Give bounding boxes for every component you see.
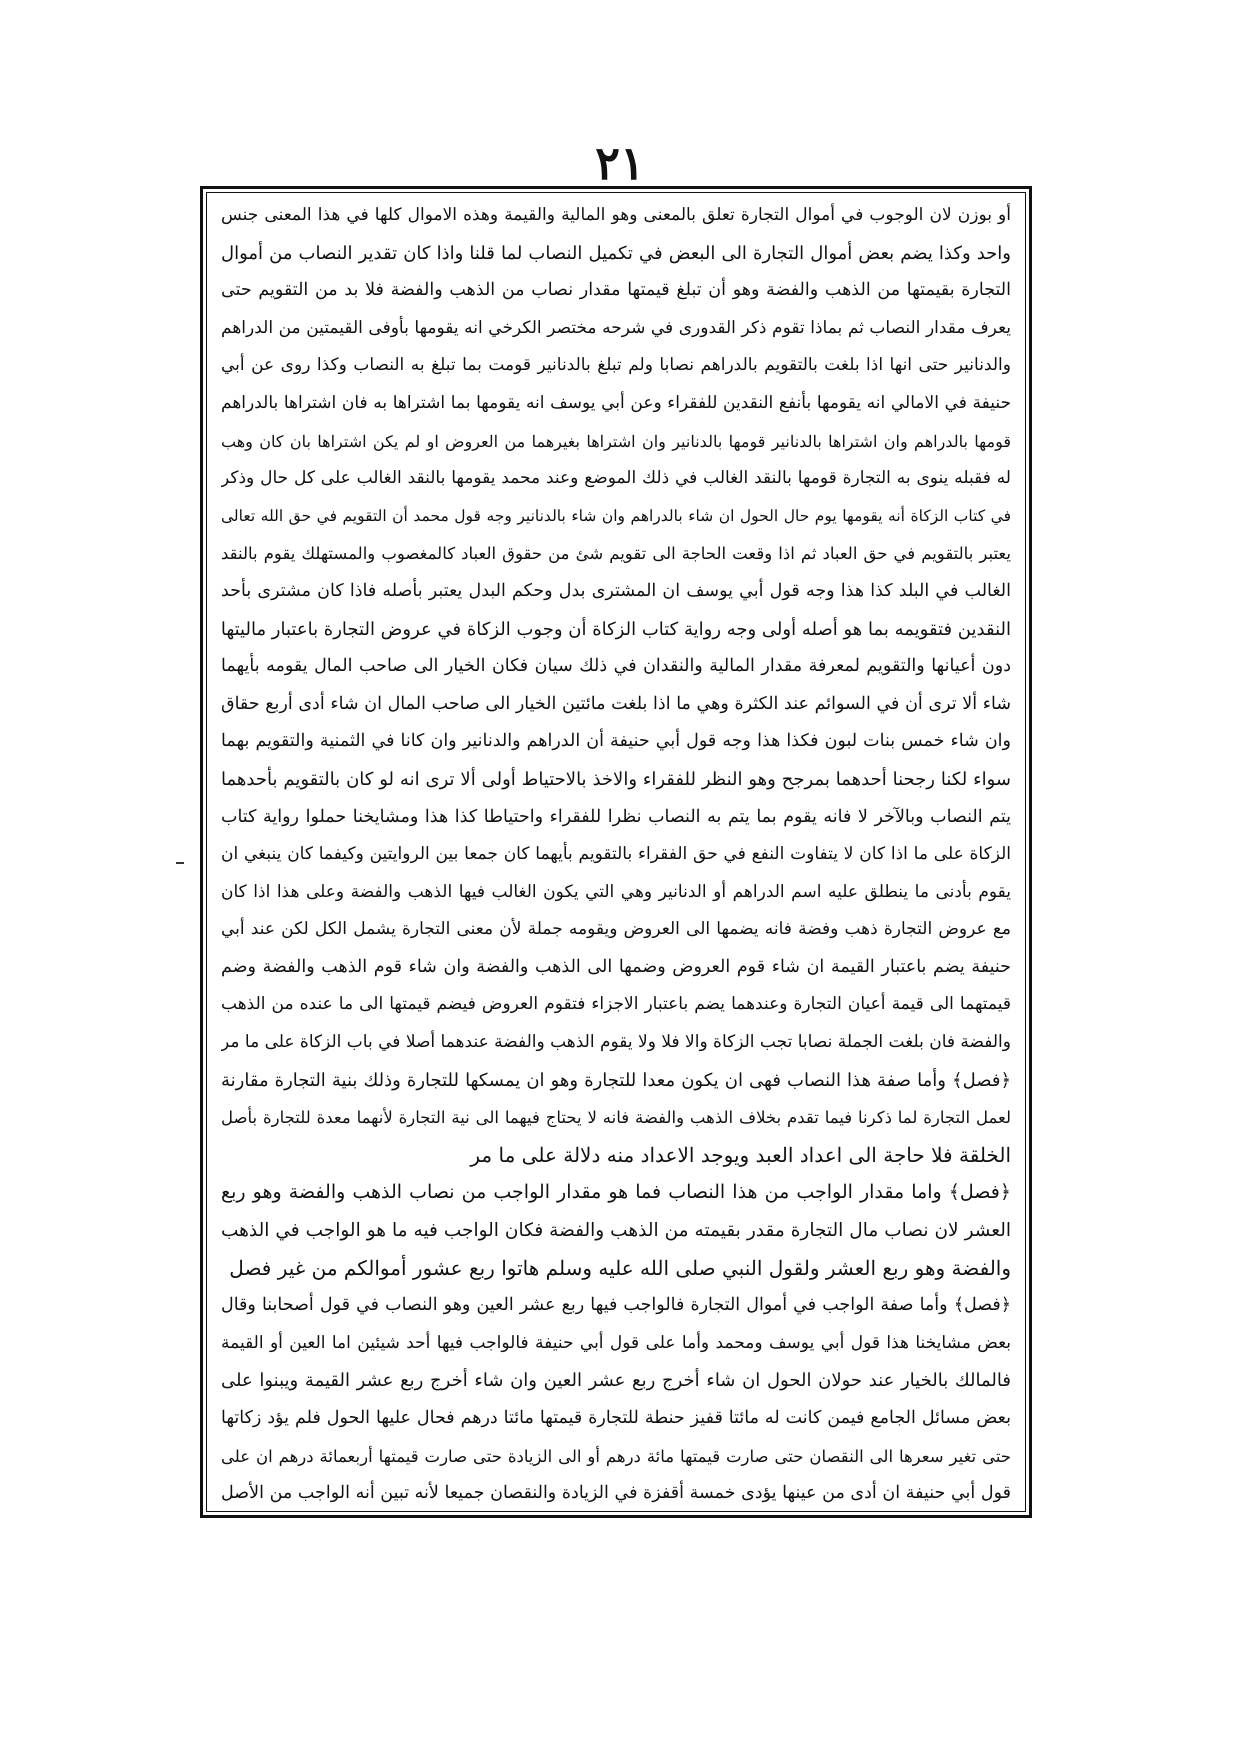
page-number: ٢١ <box>595 136 645 190</box>
section-heading-line: ﴿فصل﴾ واما مقدار الواجب من هذا النصاب فما هو مقدار الواجب من نصاب الذهب والفضة وهو ربع <box>221 1181 1011 1204</box>
text-line: شاء ألا ترى أن في السوائم عند الكثرة وهي ما اذا بلغت مائتين الخيار الى صاحب المال ان شاء أدى أربع حقاق <box>221 693 1011 714</box>
text-line: حتى تغير سعرها الى النقصان حتى صارت قيمتها مائة درهم أو الى الزيادة حتى صارت قيمتها أربعمائة درهم ان على <box>221 1446 1011 1466</box>
text-frame <box>200 186 1032 1518</box>
text-line: دون أعيانها والتقويم لمعرفة مقدار المالية والنقدان في ذلك سيان فكان الخيار الى صاحب المال يقومه بأيهما <box>221 656 1011 677</box>
text-line: يقوم بأدنى ما ينطلق عليه اسم الدراهم أو الدنانير وهي التي يكون الغالب فيها الذهب والفضة وعلى هذا اذا كان <box>221 881 1011 902</box>
text-body <box>221 197 1011 1507</box>
text-line: حنيفة يضم باعتبار القيمة ان شاء قوم العروض وضمها الى الذهب والفضة وان شاء قوم الذهب والفضة وضم <box>221 956 1011 977</box>
section-heading-line: ﴿فصل﴾ وأما صفة الواجب في أموال التجارة فالواجب فيها ربع عشر العين وهو النصاب في قول أصحابنا وقال <box>221 1295 1011 1316</box>
text-line: له فقبله ينوى به التجارة قومها بالنقد الغالب في ذلك الموضع وعند محمد يقومها بالنقد الغالب على كل حال وذكر <box>221 468 1011 489</box>
text-line: حنيفة في الامالي انه يقومها بأنفع النقدين للفقراء وعن أبي يوسف انه يقومها بما اشتراها به فان اشتراها بالدراهم <box>221 392 1011 413</box>
text-line: واحد وكذا يضم بعض أموال التجارة الى البعض في تكميل النصاب لما قلنا واذا كان تقدير النصاب من أموال <box>221 242 1011 264</box>
section-heading-line: ﴿فصل﴾ وأما صفة هذا النصاب فهى ان يكون معدا للتجارة وهو ان يمسكها للتجارة وذلك بنية التجارة مقارنة <box>221 1069 1011 1091</box>
text-line: قول أبي حنيفة ان أدى من عينها يؤدى خمسة أقفزة في الزيادة والنقصان جميعا لأنه تبين أنه الواجب من الأصل <box>221 1483 1011 1504</box>
text-line: والفضة فان بلغت الجملة نصابا تجب الزكاة والا فلا ولا يقوم الذهب والفضة عندهما أصلا في باب الزكاة على ما مر <box>221 1032 1011 1053</box>
text-line: النقدين فتقويمه بما هو أصله أولى وجه رواية كتاب الزكاة أن وجوب الزكاة في عروض التجارة باعتبار ماليتها <box>221 618 1011 640</box>
text-line: الزكاة على ما اذا كان لا يتفاوت النفع في حق الفقراء بالتقويم بأيهما كان جمعا بين الروايتين وكيفما كان ينبغي ان <box>221 844 1011 865</box>
text-line: قومها بالدراهم وان اشتراها بالدنانير قومها بالدنانير وان اشتراها بغيرهما من العروض او لم يكن اشتراها بان كان وهب <box>221 431 1011 451</box>
text-line: التجارة بقيمتها من الذهب والفضة وهو أن تبلغ قيمتها مقدار نصاب من الذهب والفضة فلا بد من التقويم حتى <box>221 280 1011 301</box>
text-line: بعض مسائل الجامع فيمن كانت له مائتا قفيز حنطة للتجارة قيمتها مائتا درهم فحال عليها الحول فلم يؤد زكاتها <box>221 1408 1011 1428</box>
text-line: الغالب في البلد كذا هذا وجه قول أبي يوسف ان المشترى بدل وحكم البدل يعتبر بأصله فاذا كان مشترى بأحد <box>221 580 1011 601</box>
text-line: أو بوزن لان الوجوب في أموال التجارة تعلق بالمعنى وهو المالية والقيمة وهذه الاموال كلها في هذا المعنى جنس <box>221 205 1011 225</box>
text-line: الخلقة فلا حاجة الى اعداد العبد ويوجد الاعداد منه دلالة على ما مر <box>470 1142 1011 1167</box>
text-line: والفضة وهو ربع العشر ولقول النبي صلى الله عليه وسلم هاتوا ربع عشور أموالكم من غير فصل <box>229 1255 1011 1280</box>
text-line: مع عروض التجارة ذهب وفضة فانه يضمها الى العروض ويقومه جملة لأن معنى التجارة يشمل الكل لكن عند أبي <box>221 919 1011 940</box>
text-line: والدنانير حتى انها اذا بلغت بالتقويم بالدراهم نصابا ولم تبلغ بالدنانير قومت بما تبلغ به النصاب وكذا روى عن أبي <box>221 355 1011 376</box>
text-line: يتم النصاب وبالآخر لا فانه يقوم بما يتم به النصاب نظرا للفقراء واحتياطا كذا هذا ومشايخنا حملوا رواية كتاب <box>221 806 1011 827</box>
text-line: بعض مشايخنا هذا قول أبي يوسف ومحمد وأما على قول أبي حنيفة فالواجب فيها أحد شيئين اما العين أو القيمة <box>221 1332 1011 1353</box>
text-line: سواء لكنا رجحنا أحدهما بمرجح وهو النظر للفقراء والاخذ بالاحتياط أولى ألا ترى انه لو كان بالتقويم بأحدهما <box>221 768 1011 790</box>
text-line: يعتبر بالتقويم في حق العباد ثم اذا وقعت الحاجة الى تقويم شئ من حقوق العباد كالمغصوب والمستهلك يقوم بالنقد <box>221 544 1011 564</box>
text-line: وان شاء خمس بنات لبون فكذا هذا وجه قول أبي حنيفة أن الدراهم والدنانير وان كانا في الثمنية والتقويم بهما <box>221 731 1011 752</box>
text-line: يعرف مقدار النصاب ثم بماذا تقوم ذكر القدورى في شرحه مختصر الكرخي انه يقومها بأوفى القيمتين من الدراهم <box>221 317 1011 338</box>
text-line: العشر لان نصاب مال التجارة مقدر بقيمته من الذهب والفضة فكان الواجب فيه ما هو الواجب في الذهب <box>221 1220 1011 1242</box>
text-line: لعمل التجارة لما ذكرنا فيما تقدم بخلاف الذهب والفضة فانه لا يحتاج فيهما الى نية التجارة لأنهما معدة للتجارة بأصل <box>221 1108 1011 1128</box>
text-line: في كتاب الزكاة أنه يقومها يوم حال الحول ان شاء بالدراهم وان شاء بالدنانير وجه قول محمد أن التقويم في حق الله تعالى <box>221 506 1011 525</box>
margin-mark <box>176 862 184 864</box>
text-line: قيمتهما الى قيمة أعيان التجارة وعندهما يضم باعتبار الاجزاء فتقوم العروض فيضم قيمتها الى ما عنده من الذهب <box>221 994 1011 1015</box>
text-line: فالمالك بالخيار عند حولان الحول ان شاء أخرج ربع عشر العين وان شاء أخرج ربع عشر القيمة ويبنوا على <box>221 1370 1011 1392</box>
